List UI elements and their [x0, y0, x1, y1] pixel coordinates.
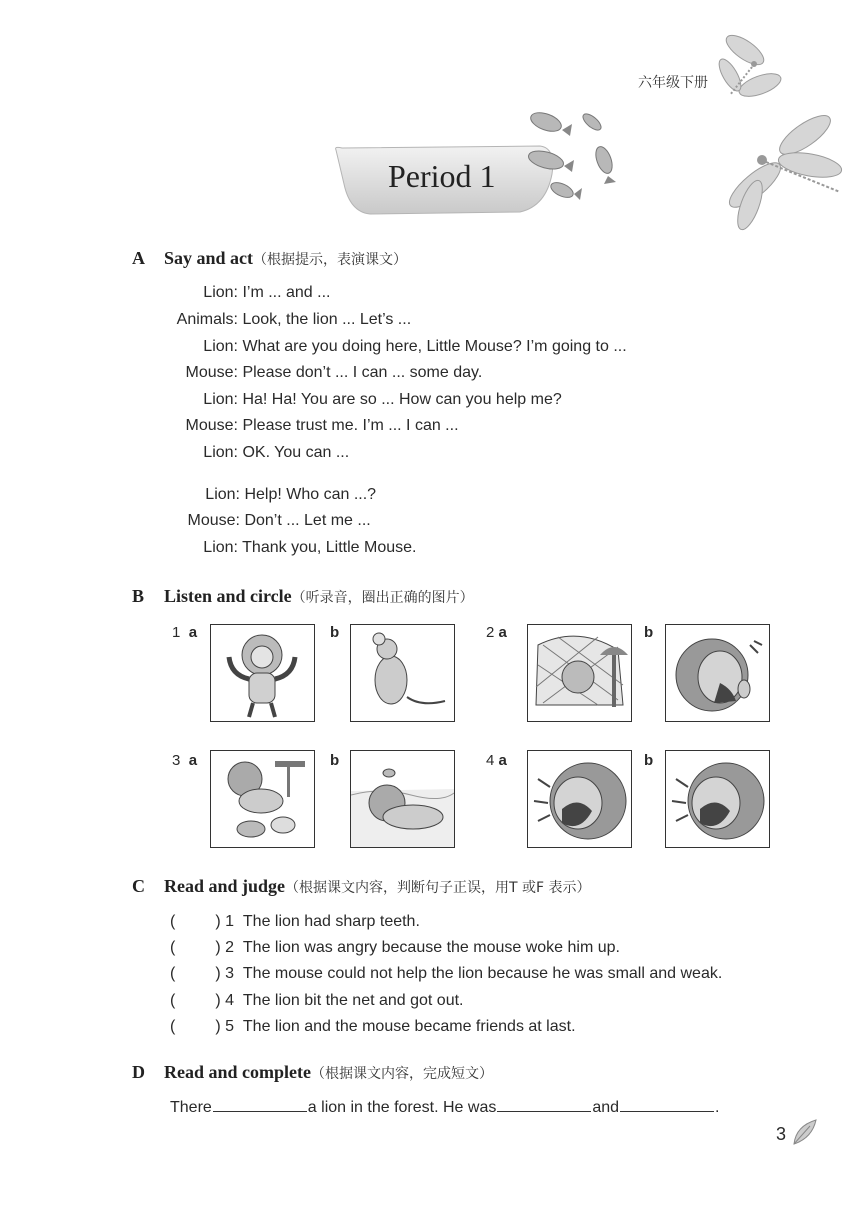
dialogue-line: Animals: Look, the lion ... Let’s ... — [176, 311, 412, 328]
judge-item[interactable]: ( ) 1 The lion had sharp teeth. — [170, 913, 420, 930]
section-a-heading: A Say and act（根据提示，表演课文） — [132, 248, 408, 268]
fish-decoration — [516, 100, 628, 212]
judge-item[interactable]: ( ) 2 The lion was angry because the mouse woke him up. — [170, 939, 620, 956]
judge-item[interactable]: ( ) 3 The mouse could not help the lion because he was small and weak. — [170, 965, 723, 982]
picture-1b-mouse[interactable] — [350, 624, 455, 722]
dialogue-line: Mouse: Don’t ... Let me ... — [187, 512, 371, 529]
page-number: 3 — [776, 1124, 787, 1144]
page-title: Period 1 — [388, 158, 496, 194]
section-c-heading: C Read and judge（根据课文内容，判断句子正误，用T 或F 表示） — [132, 876, 591, 896]
item-1-b-label: b — [330, 624, 340, 641]
picture-3b-lion-sleeping[interactable] — [350, 750, 455, 848]
picture-1a-lion-flexing[interactable] — [210, 624, 315, 722]
picture-4a-lion-face[interactable] — [527, 750, 632, 848]
dialogue-line: Lion: Ha! Ha! You are so ... How can you help me? — [203, 391, 562, 408]
dragonfly-decoration — [700, 20, 850, 240]
item-1-a-label: 1 a — [172, 624, 198, 641]
judge-item[interactable]: ( ) 4 The lion bit the net and got out. — [170, 992, 464, 1009]
item-3-b-label: b — [330, 752, 340, 769]
picture-4b-lion-face[interactable] — [665, 750, 770, 848]
item-4-b-label: b — [644, 752, 654, 769]
completion-sentence: There a lion in the forest. He was and . — [170, 1099, 720, 1116]
dialogue-line: Lion: I’m ... and ... — [203, 284, 331, 301]
picture-2b-lion-roaring[interactable] — [665, 624, 770, 722]
picture-3a-lion-and-animals[interactable] — [210, 750, 315, 848]
blank-2[interactable] — [497, 1097, 591, 1112]
section-b-heading: B Listen and circle（听录音，圈出正确的图片） — [132, 586, 474, 606]
grade-label: 六年级下册 — [638, 75, 708, 91]
blank-1[interactable] — [213, 1097, 307, 1112]
leaf-icon — [792, 1118, 818, 1146]
dialogue-line: Mouse: Please trust me. I’m ... I can ... — [185, 417, 459, 434]
judge-item[interactable]: ( ) 5 The lion and the mouse became friends at last. — [170, 1018, 576, 1035]
section-d-heading: D Read and complete（根据课文内容，完成短文） — [132, 1062, 493, 1082]
dialogue-line: Lion: OK. You can ... — [203, 444, 350, 461]
item-4-a-label: 4 a — [486, 752, 507, 769]
picture-2a-lion-in-net[interactable] — [527, 624, 632, 722]
dialogue-line: Lion: Thank you, Little Mouse. — [203, 539, 417, 556]
blank-3[interactable] — [620, 1097, 714, 1112]
item-3-a-label: 3 a — [172, 752, 198, 769]
dialogue-line: Mouse: Please don’t ... I can ... some day. — [185, 364, 483, 381]
dialogue-line: Lion: Help! Who can ...? — [205, 486, 377, 503]
item-2-b-label: b — [644, 624, 654, 641]
item-2-a-label: 2 a — [486, 624, 507, 641]
dialogue-line: Lion: What are you doing here, Little Mouse? I’m going to ... — [203, 338, 627, 355]
